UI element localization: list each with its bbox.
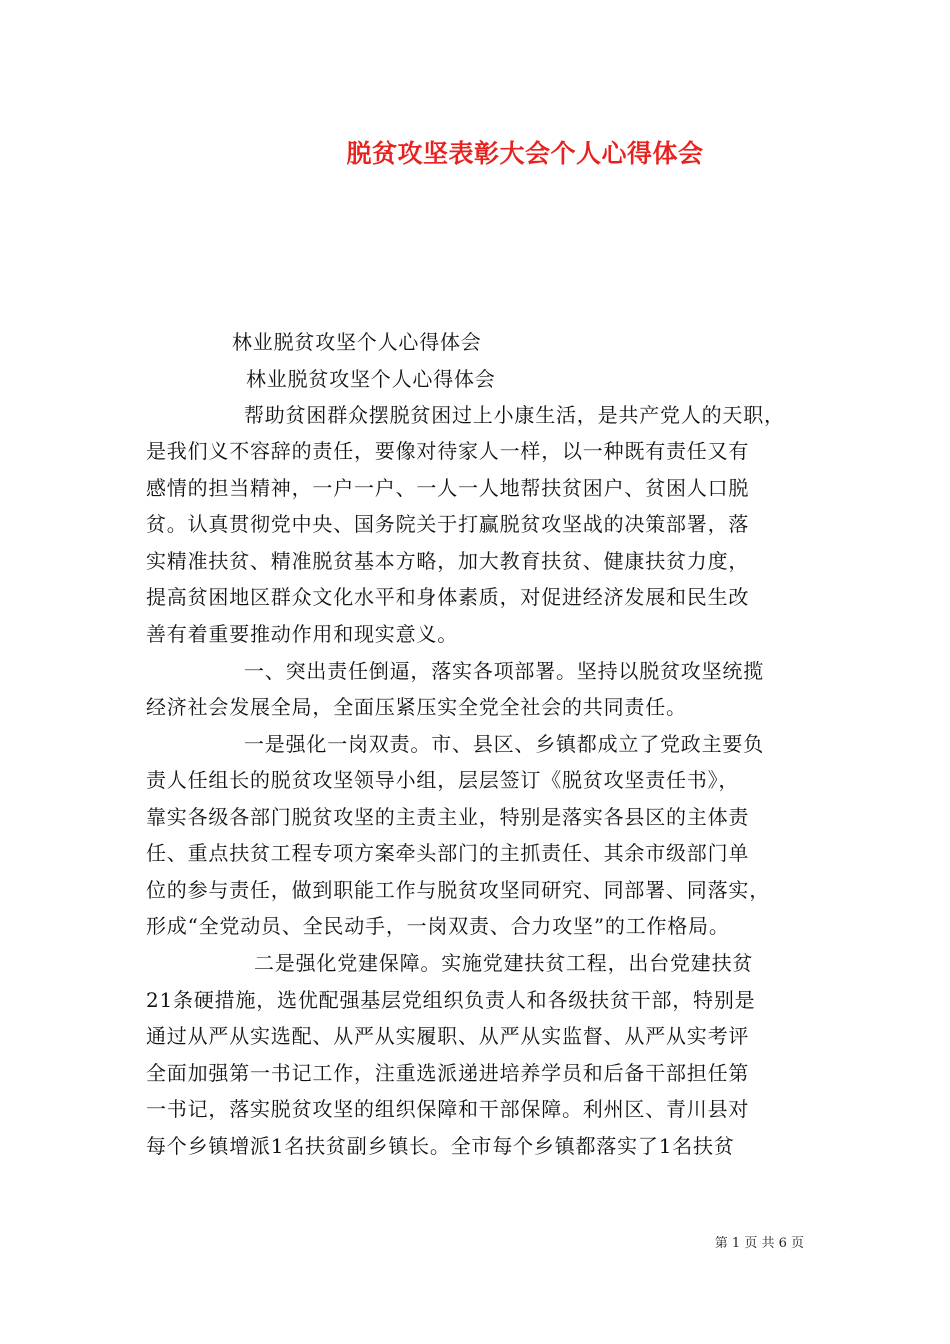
paragraph-line: 一、突出责任倒逼，落实各项部署。坚持以脱贫攻坚统揽	[244, 659, 764, 683]
paragraph-line: 责人任组长的脱贫攻坚领导小组，层层签订《脱贫攻坚责任书》，	[146, 768, 740, 792]
paragraph-line: 提高贫困地区群众文化水平和身体素质，对促进经济发展和民生改	[146, 585, 750, 609]
paragraph-line: 感情的担当精神，一户一户、一人一人地帮扶贫困户、贫困人口脱	[146, 476, 750, 500]
paragraph-line: 一是强化一岗双责。市、县区、乡镇都成立了党政主要负	[244, 732, 764, 756]
paragraph-line: 位的参与责任，做到职能工作与脱贫攻坚同研究、同部署、同落实，	[146, 878, 770, 902]
paragraph-line: 二是强化党建保障。实施党建扶贫工程，出台党建扶贫	[254, 951, 754, 975]
paragraph-line: 通过从严从实选配、从严从实履职、从严从实监督、从严从实考评	[146, 1024, 750, 1048]
paragraph-line: 每个乡镇增派1名扶贫副乡镇长。全市每个乡镇都落实了1名扶贫	[146, 1134, 735, 1158]
paragraph-line: 善有着重要推动作用和现实意义。	[146, 622, 458, 646]
paragraph-line: 是我们义不容辞的责任，要像对待家人一样，以一种既有责任又有	[146, 439, 750, 463]
paragraph-line: 经济社会发展全局，全面压紧压实全党全社会的共同责任。	[146, 695, 687, 719]
paragraph-line: 形成“全党动员、全民动手，一岗双责、合力攻坚”的工作格局。	[146, 914, 730, 938]
paragraph-line: 靠实各级各部门脱贫攻坚的主责主业，特别是落实各县区的主体责	[146, 805, 750, 829]
paragraph-line: 贫。认真贯彻党中央、国务院关于打赢脱贫攻坚战的决策部署，落	[146, 512, 750, 536]
paragraph-line: 任、重点扶贫工程专项方案牵头部门的主抓责任、其余市级部门单	[146, 841, 750, 865]
page-number: 第 1 页 共 6 页	[714, 1236, 804, 1251]
paragraph-line: 一书记，落实脱贫攻坚的组织保障和干部保障。利州区、青川县对	[146, 1097, 750, 1121]
article-heading: 林业脱贫攻坚个人心得体会	[232, 330, 482, 354]
paragraph-line: 全面加强第一书记工作，注重选派递进培养学员和后备干部担任第	[146, 1061, 750, 1085]
paragraph-line: 帮助贫困群众摆脱贫困过上小康生活，是共产党人的天职，	[244, 403, 785, 427]
article-subheading: 林业脱贫攻坚个人心得体会	[246, 367, 496, 391]
page-title: 脱贫攻坚表彰大会个人心得体会	[346, 139, 704, 168]
paragraph-line: 实精准扶贫、精准脱贫基本方略，加大教育扶贫、健康扶贫力度，	[146, 549, 750, 573]
paragraph-line: 21条硬措施，选优配强基层党组织负责人和各级扶贫干部，特别是	[146, 988, 756, 1012]
